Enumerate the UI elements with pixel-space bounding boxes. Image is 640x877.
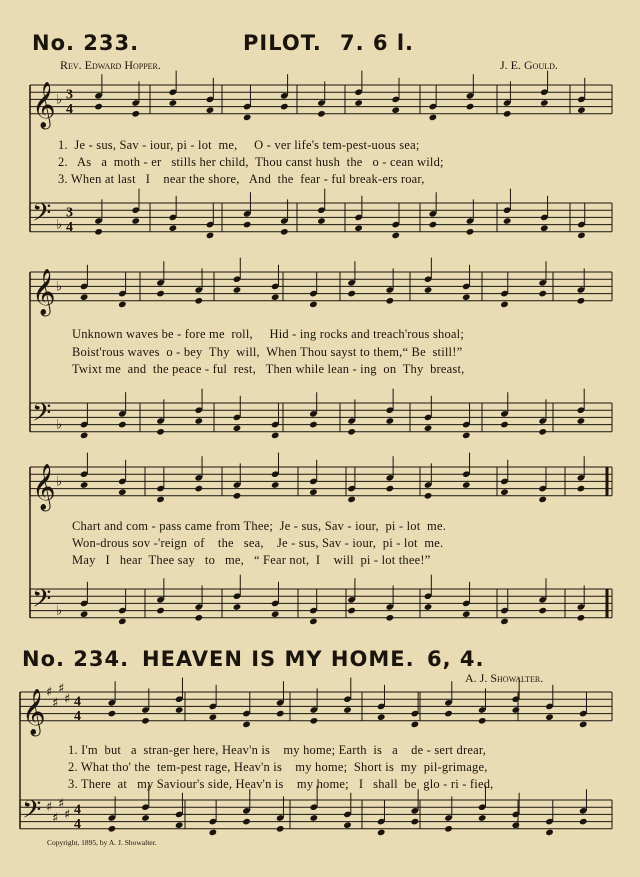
- bass-clef-icon: 𝄢: [32, 398, 52, 434]
- hymn-234-meter: 6, 4.: [427, 647, 485, 671]
- hymn-233-s2-treble-note: [538, 290, 547, 298]
- hymn-233-s3-bass-note: [118, 618, 127, 626]
- hymn-234-bass-note: [579, 818, 588, 826]
- hymn-234-treble-note: [209, 713, 218, 721]
- hymn-233-s3-treble-note: [347, 496, 356, 504]
- hymn-233-s3-bass-note: [156, 607, 165, 615]
- hymn-233-s1-bass-note: [429, 221, 438, 229]
- hymn-233-s1-treble-note: [131, 110, 140, 118]
- hymn-233-s1-bass-note: [577, 232, 586, 240]
- time-signature-numerator: 3: [66, 205, 73, 221]
- hymn-233-s3-bass-note: [194, 614, 203, 622]
- flat-icon: ♭: [56, 279, 63, 295]
- hymn-233-s2-treble-note: [462, 293, 471, 301]
- hymn-233-s2-bass-note: [500, 421, 509, 429]
- hymn-233-s1-treble-note: [503, 110, 512, 118]
- hymn-233-s2-bass-note: [194, 417, 203, 425]
- hymn-233-s2-bass-note: [462, 432, 471, 440]
- hymn-234-bass-note: [545, 829, 554, 837]
- hymn-234-number: No. 234.: [22, 647, 130, 671]
- hymn-234-treble-note: [310, 717, 319, 725]
- hymn-233-s1-treble-note: [577, 106, 586, 114]
- hymn-234-verse1: 1. I'm but a stran-ger here, Heav'n is my home; Earth is a de - sert drear,: [68, 743, 487, 757]
- hymn-233-s2-treble-note: [194, 297, 203, 305]
- hymn-233-s1-treble-note: [243, 114, 252, 122]
- hymn-234-treble-note: [512, 706, 521, 714]
- hymn-233-s1-treble-note: [429, 114, 438, 122]
- hymn-233-meter: 7. 6 l.: [340, 31, 414, 55]
- hymn-233-s2-bass-note: [538, 428, 547, 436]
- hymn-233-s1-treble-note: [206, 106, 215, 114]
- hymn-233-system2-verse3: Twixt me and the peace - ful rest, Then while lean - ing on Thy breast,: [72, 362, 465, 376]
- sharp-icon: ♯: [58, 681, 65, 697]
- hymn-233-s3-treble-note: [424, 492, 433, 500]
- hymn-233-title: PILOT.: [243, 31, 322, 55]
- hymn-233-s3-bass-note: [347, 607, 356, 615]
- hymn-233-s1-bass-note: [206, 232, 215, 240]
- hymn-233-s3-bass-note: [577, 614, 586, 622]
- hymn-233-s3-treble-note: [462, 481, 471, 489]
- hymn-233-s2-treble-note: [309, 301, 318, 309]
- hymn-233-s3-bass-note: [500, 618, 509, 626]
- hymn-233-s1-treble-note: [94, 103, 103, 111]
- hymn-234-bass-note: [377, 829, 386, 837]
- treble-clef-icon: 𝄞: [32, 463, 56, 510]
- time-signature-denominator: 4: [66, 101, 73, 117]
- hymn-233-s2-treble-note: [156, 290, 165, 298]
- sharp-icon: ♯: [46, 685, 53, 700]
- hymn-233-s3-bass-note: [424, 603, 433, 611]
- hymn-233-s3-treble-note: [271, 481, 280, 489]
- hymn-233-s3-bass-note: [271, 610, 280, 618]
- copyright-notice: Copyright, 1895, by A. J. Showalter.: [47, 838, 157, 847]
- hymn-233-s2-bass-note: [577, 417, 586, 425]
- hymn-233-system1-verse3: 3. When at last I near the shore, And the fear - ful break-ers roar,: [58, 172, 425, 186]
- hymn-234-bass-note: [276, 825, 285, 833]
- hymn-233-s2-treble-note: [347, 290, 356, 298]
- hymn-233-s2-bass-note: [271, 432, 280, 440]
- sharp-icon: ♯: [52, 811, 59, 826]
- bass-clef-icon: 𝄢: [22, 795, 42, 831]
- hymn-234-bass-note: [175, 821, 184, 829]
- treble-clef-icon: 𝄞: [22, 688, 46, 735]
- hymn-233-s1-treble-note: [391, 106, 400, 114]
- hymn-233-s2-bass-note: [309, 421, 318, 429]
- hymn-233-s2-bass-note: [118, 421, 127, 429]
- sharp-icon: ♯: [58, 796, 65, 812]
- hymn-233-s2-bass-note: [386, 417, 395, 425]
- hymn-234-treble-note: [444, 710, 453, 718]
- hymn-233-s2-treble-note: [233, 286, 242, 294]
- flat-icon: ♭: [56, 92, 63, 108]
- hymn-233-s3-treble-note: [156, 496, 165, 504]
- hymn-233-s2-treble-note: [386, 297, 395, 305]
- treble-clef-icon: 𝄞: [32, 81, 56, 128]
- hymn-234-bass-note: [411, 818, 420, 826]
- hymn-233-system3-verse3: May I hear Thee say to me, “ Fear not, I will pi - lot thee!”: [72, 553, 431, 567]
- hymn-233-system3-verse2: Won-drous sov -'reign of the sea, Je - sus, Sav - iour, pi - lot me.: [72, 536, 444, 550]
- time-signature-numerator: 4: [74, 694, 81, 710]
- hymn-234-bass-note: [444, 825, 453, 833]
- hymn-234-treble-note: [276, 710, 285, 718]
- hymn-233-system3-verse1: Chart and com - pass came from Thee; Je - sus, Sav - iour, pi - lot me.: [72, 519, 447, 533]
- hymn-233-system2-verse1: Unknown waves be - fore me roll, Hid - ing rocks and treach'rous shoal;: [72, 327, 465, 341]
- hymn-234-bass-note: [310, 814, 319, 822]
- hymn-233-s2-bass-note: [80, 432, 89, 440]
- hymn-234-bass-note: [478, 814, 487, 822]
- bass-clef-icon: 𝄢: [32, 198, 52, 234]
- hymn-233-s3-treble-note: [309, 488, 318, 496]
- hymn-233-system2-verse2: Boist'rous waves o - bey Thy will, When Thou sayst to them,“ Be still!”: [72, 345, 463, 359]
- treble-clef-icon: 𝄞: [32, 268, 56, 315]
- hymn-233-s1-bass-note: [243, 221, 252, 229]
- hymn-233-s1-treble-note: [317, 110, 326, 118]
- hymn-233-s3-bass-note: [386, 614, 395, 622]
- hymn-233-s3-bass-note: [538, 607, 547, 615]
- flat-icon: ♭: [56, 603, 63, 619]
- hymn-234-treble-note: [141, 717, 150, 725]
- hymn-233-s1-bass-note: [317, 217, 326, 225]
- time-signature-numerator: 4: [74, 802, 81, 818]
- hymn-234-bass-note: [108, 825, 117, 833]
- hymn-234-bass-note: [209, 829, 218, 837]
- hymn-234-treble-note: [175, 706, 184, 714]
- hymn-234-verse3: 3. There at my Saviour's side, Heav'n is my home; I shall be glo - ri - fied,: [68, 777, 494, 791]
- time-signature-denominator: 4: [74, 708, 81, 724]
- hymn-233-s3-bass-note: [80, 610, 89, 618]
- hymn-234-treble-note: [411, 721, 420, 729]
- hymn-233-system1-verse2: 2. As a moth - er stills her child, Thou canst hush the o - cean wild;: [58, 155, 444, 169]
- hymn-234-bass-note: [242, 818, 251, 826]
- hymn-234-treble-note: [545, 713, 554, 721]
- sharp-icon: ♯: [64, 692, 71, 708]
- time-signature-numerator: 3: [66, 87, 73, 103]
- hymn-233-s2-treble-note: [80, 293, 89, 301]
- hymn-233-system1-verse1: 1. Je - sus, Sav - iour, pi - lot me, O - ver life's tem-pest-uous sea;: [58, 138, 420, 152]
- hymn-233-s1-treble-note: [169, 99, 178, 107]
- hymn-233-composer: J. E. Gould.: [500, 58, 558, 72]
- hymn-234-treble-note: [343, 706, 352, 714]
- flat-icon: ♭: [56, 417, 63, 433]
- hymn-234-treble-note: [478, 717, 487, 725]
- hymn-233-s1-bass-note: [169, 224, 178, 232]
- bass-clef-icon: 𝄢: [32, 584, 52, 620]
- hymn-233-s3-treble-note: [118, 488, 127, 496]
- hymn-234-bass-note: [141, 814, 150, 822]
- hymn-233-s1-bass-note: [391, 232, 400, 240]
- hymn-233-s1-bass-note: [503, 217, 512, 225]
- hymn-233-s2-bass-note: [424, 424, 433, 432]
- hymn-233-s3-treble-note: [538, 496, 547, 504]
- time-signature-denominator: 4: [66, 219, 73, 235]
- hymn-233-s2-treble-note: [577, 297, 586, 305]
- hymn-233-s1-bass-note: [540, 224, 549, 232]
- hymn-233-s2-treble-note: [118, 301, 127, 309]
- hymn-233-s3-bass-note: [233, 603, 242, 611]
- hymn-233-s2-treble-note: [271, 293, 280, 301]
- hymn-233-s3-treble-note: [386, 485, 395, 493]
- hymn-233-s2-bass-note: [347, 428, 356, 436]
- hymn-233-s2-bass-note: [233, 424, 242, 432]
- hymn-233-s2-treble-note: [500, 301, 509, 309]
- hymn-234-bass-note: [512, 821, 521, 829]
- sharp-icon: ♯: [64, 807, 71, 823]
- hymn-233-s1-treble-note: [280, 103, 289, 111]
- hymn-234-bass-note: [343, 821, 352, 829]
- hymn-234-treble-note: [242, 721, 251, 729]
- hymn-233-s3-bass-note: [462, 610, 471, 618]
- hymn-233-author: Rev. Edward Hopper.: [60, 58, 161, 72]
- hymn-233-s1-treble-note: [354, 99, 363, 107]
- hymn-233-s3-bass-note: [309, 618, 318, 626]
- hymn-233-s3-treble-note: [500, 488, 509, 496]
- hymn-234-treble-note: [579, 721, 588, 729]
- hymn-233-s3-treble-note: [233, 492, 242, 500]
- hymn-234-verse2: 2. What tho' the tem-pest rage, Heav'n is my home; Short is my pil-grimage,: [68, 760, 488, 774]
- hymn-233-number: No. 233.: [32, 31, 140, 55]
- flat-icon: ♭: [56, 474, 63, 490]
- hymn-234-treble-note: [108, 710, 117, 718]
- hymn-233-s3-treble-note: [577, 485, 586, 493]
- sharp-icon: ♯: [46, 800, 53, 816]
- hymn-233-s1-bass-note: [131, 217, 140, 225]
- hymn-234-title: HEAVEN IS MY HOME.: [142, 647, 415, 671]
- hymn-234-composer: A. J. Showalter.: [465, 671, 544, 685]
- hymn-233-s1-bass-note: [280, 228, 289, 236]
- hymn-233-s3-treble-note: [80, 481, 89, 489]
- hymn-233-s1-bass-note: [94, 228, 103, 236]
- hymn-234-treble-note: [377, 713, 386, 721]
- time-signature-denominator: 4: [74, 816, 81, 832]
- hymn-233-s1-bass-note: [466, 228, 475, 236]
- flat-icon: ♭: [56, 217, 63, 233]
- hymn-233-s1-treble-note: [466, 103, 475, 111]
- sharp-icon: ♯: [52, 695, 59, 711]
- hymn-233-s2-bass-note: [156, 428, 165, 436]
- hymn-233-s3-treble-note: [194, 485, 203, 493]
- hymn-233-s1-bass-note: [354, 224, 363, 232]
- hymn-233-s2-treble-note: [424, 286, 433, 294]
- hymn-233-s1-treble-note: [540, 99, 549, 107]
